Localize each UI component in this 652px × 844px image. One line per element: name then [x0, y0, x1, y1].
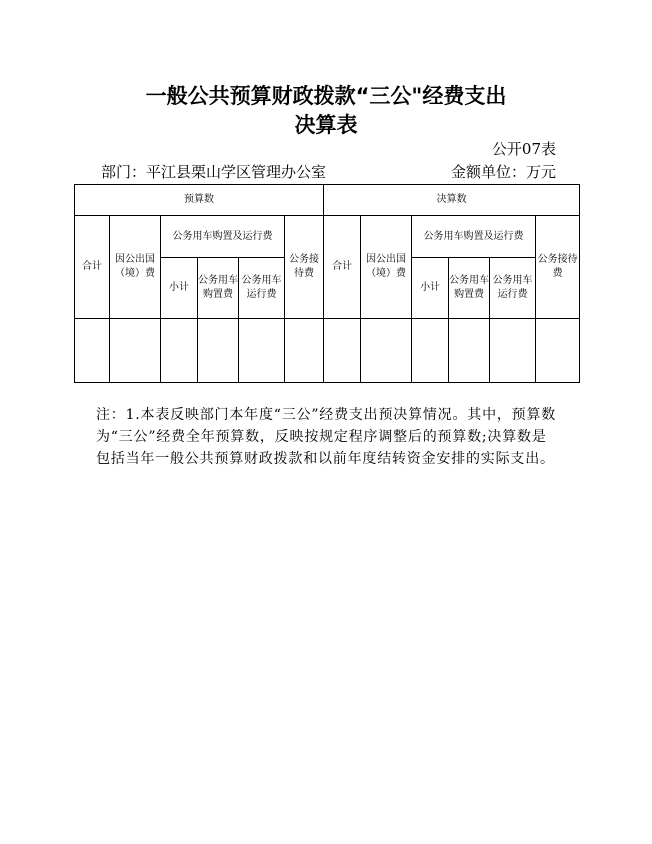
- final-total-header: 合计: [324, 216, 361, 319]
- table-cell: [198, 319, 239, 383]
- table-cell: [239, 319, 285, 383]
- budget-reception-header: 公务接待费: [285, 216, 324, 319]
- budget-operation-header: 公务用车运行费: [239, 258, 285, 319]
- final-subtotal-header: 小计: [412, 258, 449, 319]
- table-cell: [324, 319, 361, 383]
- form-code: 公开07表: [491, 140, 556, 158]
- table-cell: [412, 319, 449, 383]
- amount-unit-label: 金额单位：万元: [450, 163, 556, 181]
- table-cell: [536, 319, 580, 383]
- table-cell: [490, 319, 536, 383]
- table-row: [75, 319, 580, 383]
- table-cell: [449, 319, 490, 383]
- table-cell: [110, 319, 161, 383]
- department-label: 部门：平江县栗山学区管理办公室: [101, 163, 327, 181]
- table-cell: [361, 319, 412, 383]
- final-header: 决算数: [324, 185, 580, 216]
- final-vehicle-group-header: 公务用车购置及运行费: [412, 216, 536, 258]
- three-public-expenses-table: [74, 184, 580, 383]
- budget-subtotal-header: 小计: [161, 258, 198, 319]
- table-cell: [285, 319, 324, 383]
- budget-total-header: 合计: [75, 216, 110, 319]
- final-purchase-header: 公务用车购置费: [449, 258, 490, 319]
- budget-abroad-header: 因公出国（境）费: [110, 216, 161, 319]
- final-operation-header: 公务用车运行费: [490, 258, 536, 319]
- final-abroad-header: 因公出国（境）费: [361, 216, 412, 319]
- footnote: 注：1.本表反映部门本年度“三公”经费支出预决算情况。其中，预算数为“三公”经费全年预算数，反映按规定程序调整后的预算数;决算数是包括当年一般公共预算财政拨款和以前年度结转资金安排的实际支出。: [96, 407, 557, 467]
- budget-vehicle-group-header: 公务用车购置及运行费: [161, 216, 285, 258]
- final-reception-header: 公务接待费: [536, 216, 580, 319]
- table-cell: [161, 319, 198, 383]
- budget-purchase-header: 公务用车购置费: [198, 258, 239, 319]
- table-cell: [75, 319, 110, 383]
- budget-header: 预算数: [75, 185, 324, 216]
- title-line-2: 决算表: [294, 113, 358, 137]
- title-line-1: 一般公共预算财政拨款“三公"经费支出: [145, 84, 507, 108]
